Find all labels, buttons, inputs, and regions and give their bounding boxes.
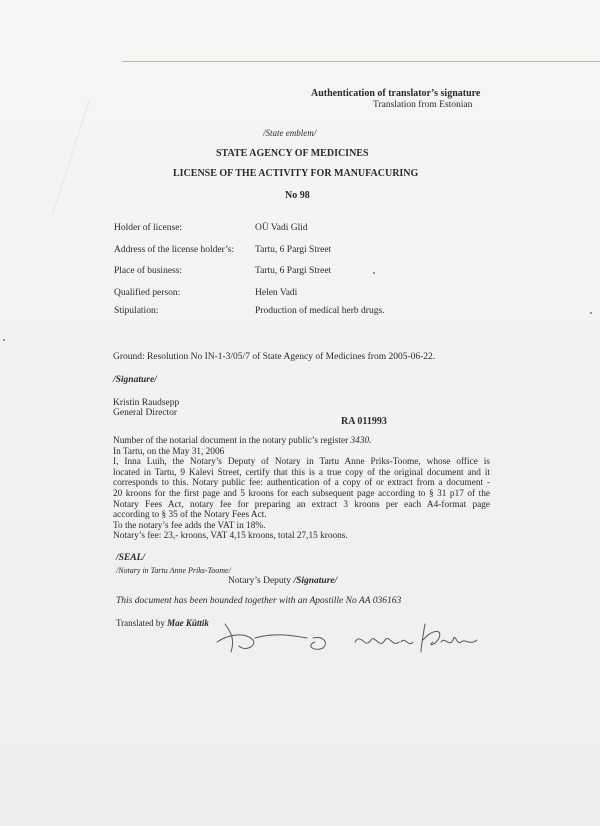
notary-certification (113, 436, 490, 542)
signature-mark: /Signature/ (113, 375, 157, 385)
paragraph-line: corresponds to this. Notary public fee: authentication of a copy of or extract from a document - (113, 478, 490, 489)
license-number: No 98 (285, 190, 310, 201)
notary-name: /Notary in Tartu Anne Priks-Toome/ (116, 566, 231, 575)
field-label-address: Address of the license holder’s: (114, 245, 235, 255)
scan-speck (590, 312, 592, 314)
vat-line: To the notary’s fee adds the VAT in 18%. (113, 520, 266, 531)
field-label-holder: Holder of license: (114, 223, 183, 233)
signer-title: General Director (113, 408, 178, 418)
field-label-place: Place of business: (114, 266, 183, 276)
register-text: Number of the notarial document in the notary public’s register (113, 436, 349, 446)
field-value-holder: OÜ Vadi Glid (255, 223, 308, 233)
paragraph-line: according to § 35 of the Notary Fees Act. (113, 510, 267, 521)
scan-edge-line (122, 61, 600, 62)
field-value-address: Tartu, 6 Pargi Street (255, 245, 332, 255)
field-label-stipulation: Stipulation: (114, 306, 159, 316)
field-label-qualified-person: Qualified person: (114, 288, 181, 298)
field-value-place: Tartu, 6 Pargi Street (255, 266, 332, 276)
paragraph-line: Notary Fees Act, notary fee for preparing an extract 3 kroons per each A4-format page (113, 499, 490, 510)
field-value-qualified-person: Helen Vadi (255, 288, 298, 298)
deputy-label: Notary’s Deputy (228, 576, 292, 586)
seal-mark: /SEAL/ (116, 553, 146, 563)
license-title: LICENSE OF THE ACTIVITY FOR MANUFACURING (173, 168, 419, 179)
translator-name: Mae Küttik (167, 618, 209, 628)
apostille-note: This document has been bounded together with an Apostille No AA 036163 (116, 596, 402, 606)
scan-speck (3, 339, 5, 341)
place-date: In Tartu, on the May 31, 2006 (113, 446, 225, 457)
state-emblem-note: /State emblem/ (263, 128, 317, 138)
agency-name: STATE AGENCY OF MEDICINES (216, 148, 369, 159)
field-value-stipulation: Production of medical herb drugs. (255, 306, 385, 316)
paragraph-line: located in Tartu, 9 Kalevi Street, certify that this is a true copy of the original document and it (113, 467, 490, 478)
register-line (113, 436, 490, 447)
translation-note: Translation from Estonian (373, 100, 473, 110)
paragraph-line: 20 kroons for the first page and 5 kroons for each subsequent page according to § 31 p17 of the (113, 488, 490, 499)
ground-text: Ground: Resolution No IN-1-3/05/7 of State Agency of Medicines from 2005-06-22. (113, 352, 436, 362)
handwritten-signature (195, 612, 485, 662)
signer-name: Kristin Raudsepp (113, 398, 180, 408)
ra-number: RA 011993 (341, 416, 387, 427)
translated-label: Translated by (116, 618, 165, 628)
paragraph-line: I, Inna Luih, the Notary’s Deputy of Notary in Tartu Anne Priks-Toome, whose office is (113, 457, 490, 468)
fee-line: Notary’s fee: 23,- kroons, VAT 4,15 kroons, total 27,15 kroons. (113, 531, 348, 542)
scan-artifact (52, 100, 107, 220)
scan-speck (373, 272, 375, 274)
register-number: 3430. (350, 436, 372, 446)
authentication-title: Authentication of translator’s signature (311, 88, 481, 99)
deputy-signature-line (228, 576, 337, 586)
deputy-signature: /Signature/ (293, 576, 338, 586)
